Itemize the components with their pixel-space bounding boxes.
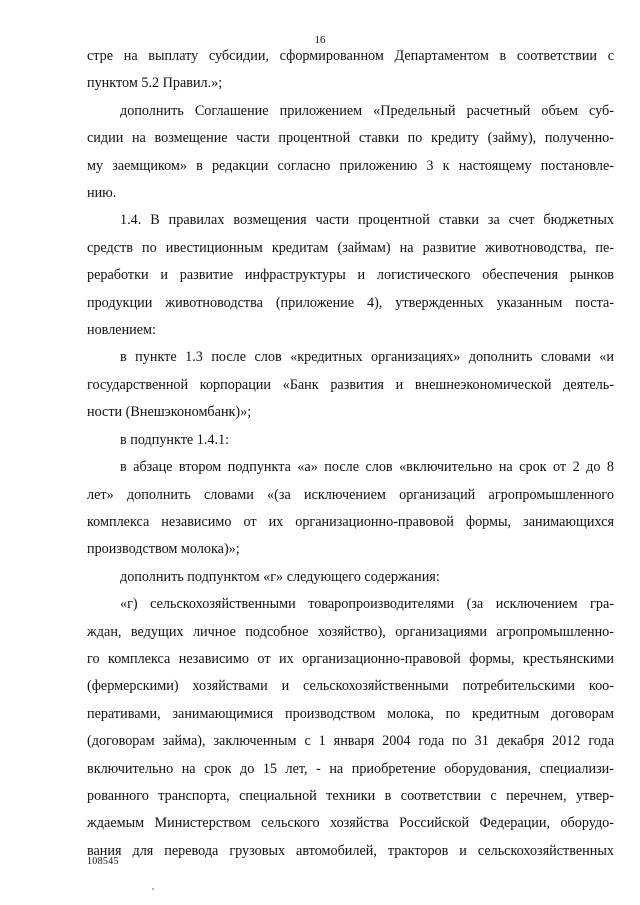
- text-line: (договорам займа), заключенным с 1 января 2004 года по 31 декабря 2012 года: [87, 733, 614, 750]
- document-body: [87, 43, 614, 865]
- text-line: нию.: [87, 185, 117, 202]
- paragraph-section-1-4: [87, 207, 614, 344]
- text-line: дополнить Соглашение приложением «Предельный расчетный объем суб-: [120, 102, 614, 119]
- paragraph-continuation: [87, 43, 614, 98]
- text-line: (фермерскими) хозяйствами и сельскохозяйственными потребительскими коо-: [87, 678, 614, 695]
- text-line: производством молока)»;: [87, 541, 240, 558]
- text-line: дополнить подпунктом «г» следующего содержания:: [120, 568, 440, 585]
- paragraph-add-subpoint-g: [87, 564, 614, 591]
- text-line: 1.4. В правилах возмещения части процентной ставки за счет бюджетных: [120, 212, 614, 229]
- text-line: «г) сельскохозяйственными товаропроизводителями (за исключением гра-: [120, 596, 614, 613]
- text-line: продукции животноводства (приложение 4), утвержденных указанным поста-: [87, 294, 614, 311]
- page-number: 16: [314, 34, 326, 46]
- scan-speck: [152, 888, 154, 890]
- text-line: му заемщиком» в редакции согласно приложению 3 к настоящему постановле-: [87, 157, 614, 174]
- text-line: пунктом 5.2 Правил.»;: [87, 75, 223, 92]
- document-code: 108545: [87, 856, 119, 867]
- text-line: ждаемым Министерством сельского хозяйства Российской Федерации, оборудо-: [87, 815, 614, 832]
- text-line: стре на выплату субсидии, сформированном Департаментом в соответствии с: [87, 48, 614, 64]
- paragraph-appendix: [87, 98, 614, 208]
- text-line: перативами, занимающимися производством молока, по кредитным договорам: [87, 705, 614, 722]
- paragraph-point-1-3: [87, 344, 614, 426]
- text-line: новлением:: [87, 322, 156, 339]
- text-line: ждан, ведущих личное подсобное хозяйство), организациями агропромышленно-: [87, 623, 614, 640]
- text-line: комплекса независимо от их организационно-правовой формы, занимающихся: [87, 513, 614, 530]
- paragraph-subpoint-1-4-1: [87, 427, 614, 454]
- text-line: в подпункте 1.4.1:: [120, 431, 230, 448]
- text-line: государственной корпорации «Банк развития и внешнеэкономической деятель-: [87, 376, 614, 393]
- text-line: средств по ивестиционным кредитам (займам) на развитие животноводства, пе-: [87, 239, 614, 256]
- text-line: в абзаце втором подпункта «а» после слов «включительно на срок от 2 до 8: [120, 459, 614, 476]
- text-line: сидии на возмещение части процентной ставки по кредиту (займу), полученно-: [87, 130, 614, 147]
- paragraph-subpoint-g: [87, 591, 614, 865]
- paragraph-subpoint-a: [87, 454, 614, 564]
- text-line: ности (Внешэкономбанк)»;: [87, 404, 252, 421]
- text-line: лет» дополнить словами «(за исключением организаций агропромышленного: [87, 486, 614, 503]
- text-line: рованного транспорта, специальной техники в соответствии с перечнем, утвер-: [87, 787, 614, 804]
- text-line: реработки и развитие инфраструктуры и логистического обеспечения рынков: [87, 267, 614, 284]
- text-line: в пункте 1.3 после слов «кредитных организациях» дополнить словами «и: [120, 349, 614, 366]
- text-line: го комплекса независимо от их организационно-правовой формы, крестьянскими: [87, 650, 614, 667]
- text-line: вания для перевода грузовых автомобилей, тракторов и сельскохозяйственных: [87, 842, 614, 859]
- text-line: включительно на срок до 15 лет, - на приобретение оборудования, специализи-: [87, 760, 614, 777]
